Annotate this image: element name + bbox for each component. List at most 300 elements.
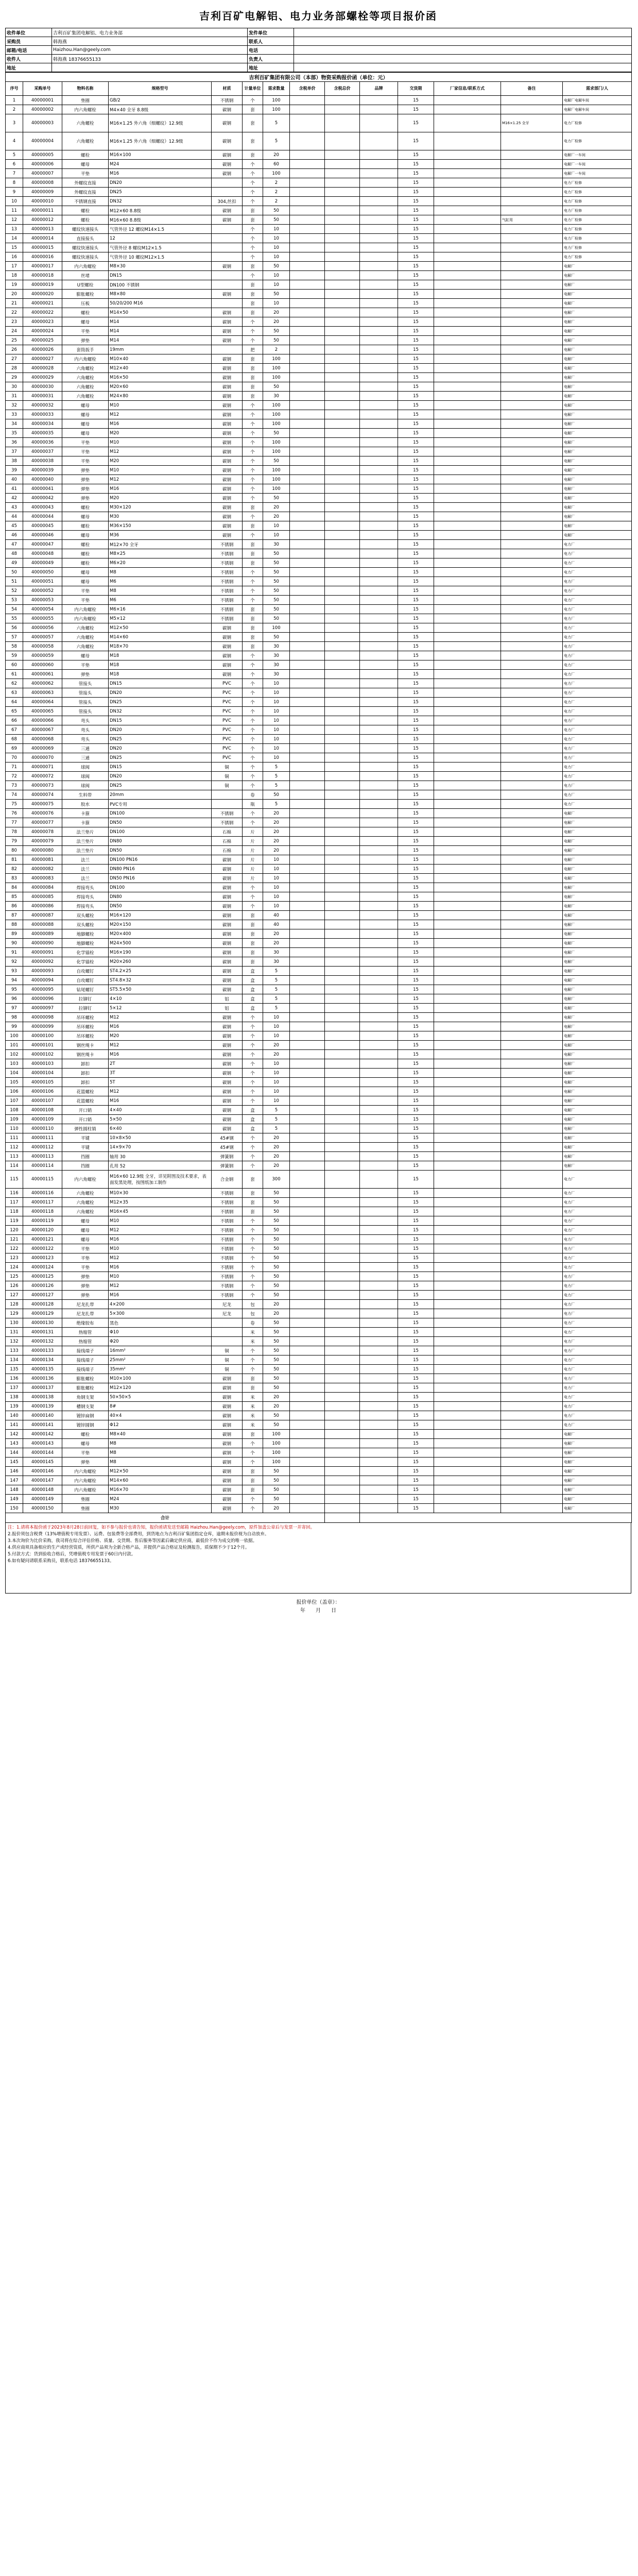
cell-unit-price[interactable] bbox=[290, 660, 325, 670]
cell-brand[interactable] bbox=[360, 800, 398, 809]
cell-total-price[interactable] bbox=[325, 1004, 360, 1013]
cell-total-price[interactable] bbox=[325, 1115, 360, 1124]
cell-unit-price[interactable] bbox=[290, 586, 325, 596]
cell-total-price[interactable] bbox=[325, 698, 360, 707]
cell-unit-price[interactable] bbox=[290, 1050, 325, 1059]
cell-unit-price[interactable] bbox=[290, 902, 325, 911]
cell-unit-price[interactable] bbox=[290, 642, 325, 651]
cell-unit-price[interactable] bbox=[290, 456, 325, 466]
cell-brand[interactable] bbox=[360, 920, 398, 929]
cell-vendor-info[interactable] bbox=[434, 1504, 501, 1513]
cell-brand[interactable] bbox=[360, 596, 398, 605]
cell-brand[interactable] bbox=[360, 642, 398, 651]
cell-vendor-info[interactable] bbox=[434, 1365, 501, 1374]
cell-vendor-info[interactable] bbox=[434, 354, 501, 364]
cell-vendor-info[interactable] bbox=[434, 1393, 501, 1402]
cell-total-price[interactable] bbox=[325, 364, 360, 373]
cell-total-price[interactable] bbox=[325, 197, 360, 206]
cell-brand[interactable] bbox=[360, 902, 398, 911]
cell-vendor-info[interactable] bbox=[434, 688, 501, 698]
cell-total-price[interactable] bbox=[325, 753, 360, 762]
cell-total-price[interactable] bbox=[325, 1171, 360, 1189]
cell-vendor-info[interactable] bbox=[434, 660, 501, 670]
cell-brand[interactable] bbox=[360, 105, 398, 114]
cell-vendor-info[interactable] bbox=[434, 382, 501, 392]
cell-total-price[interactable] bbox=[325, 252, 360, 262]
cell-vendor-info[interactable] bbox=[434, 568, 501, 577]
cell-brand[interactable] bbox=[360, 419, 398, 429]
cell-brand[interactable] bbox=[360, 317, 398, 327]
cell-total-price[interactable] bbox=[325, 1143, 360, 1152]
cell-total-price[interactable] bbox=[325, 438, 360, 447]
cell-vendor-info[interactable] bbox=[434, 150, 501, 160]
cell-vendor-info[interactable] bbox=[434, 1337, 501, 1346]
cell-brand[interactable] bbox=[360, 503, 398, 512]
cell-unit-price[interactable] bbox=[290, 1420, 325, 1430]
cell-vendor-info[interactable] bbox=[434, 670, 501, 679]
cell-vendor-info[interactable] bbox=[434, 614, 501, 623]
cell-vendor-info[interactable] bbox=[434, 484, 501, 494]
cell-brand[interactable] bbox=[360, 512, 398, 521]
cell-unit-price[interactable] bbox=[290, 800, 325, 809]
cell-total-price[interactable] bbox=[325, 976, 360, 985]
cell-vendor-info[interactable] bbox=[434, 623, 501, 633]
cell-brand[interactable] bbox=[360, 1467, 398, 1476]
cell-brand[interactable] bbox=[360, 1171, 398, 1189]
cell-vendor-info[interactable] bbox=[434, 1476, 501, 1485]
cell-brand[interactable] bbox=[360, 225, 398, 234]
cell-unit-price[interactable] bbox=[290, 512, 325, 521]
cell-unit-price[interactable] bbox=[290, 929, 325, 939]
cell-vendor-info[interactable] bbox=[434, 957, 501, 967]
cell-brand[interactable] bbox=[360, 1013, 398, 1022]
cell-brand[interactable] bbox=[360, 364, 398, 373]
cell-vendor-info[interactable] bbox=[434, 596, 501, 605]
cell-brand[interactable] bbox=[360, 1189, 398, 1198]
cell-vendor-info[interactable] bbox=[434, 1004, 501, 1013]
cell-unit-price[interactable] bbox=[290, 614, 325, 623]
cell-vendor-info[interactable] bbox=[434, 911, 501, 920]
cell-unit-price[interactable] bbox=[290, 762, 325, 772]
cell-vendor-info[interactable] bbox=[434, 1309, 501, 1318]
cell-brand[interactable] bbox=[360, 660, 398, 670]
cell-total-price[interactable] bbox=[325, 540, 360, 549]
cell-vendor-info[interactable] bbox=[434, 967, 501, 976]
cell-total-price[interactable] bbox=[325, 651, 360, 660]
cell-unit-price[interactable] bbox=[290, 1411, 325, 1420]
cell-unit-price[interactable] bbox=[290, 327, 325, 336]
cell-brand[interactable] bbox=[360, 150, 398, 160]
cell-vendor-info[interactable] bbox=[434, 1143, 501, 1152]
cell-unit-price[interactable] bbox=[290, 503, 325, 512]
cell-vendor-info[interactable] bbox=[434, 1291, 501, 1300]
cell-brand[interactable] bbox=[360, 735, 398, 744]
cell-unit-price[interactable] bbox=[290, 1152, 325, 1161]
cell-total-price[interactable] bbox=[325, 1393, 360, 1402]
cell-vendor-info[interactable] bbox=[434, 475, 501, 484]
cell-vendor-info[interactable] bbox=[434, 1448, 501, 1458]
cell-unit-price[interactable] bbox=[290, 447, 325, 456]
cell-vendor-info[interactable] bbox=[434, 716, 501, 725]
cell-unit-price[interactable] bbox=[290, 679, 325, 688]
cell-unit-price[interactable] bbox=[290, 883, 325, 892]
cell-unit-price[interactable] bbox=[290, 753, 325, 762]
cell-brand[interactable] bbox=[360, 837, 398, 846]
cell-total-price[interactable] bbox=[325, 762, 360, 772]
cell-brand[interactable] bbox=[360, 577, 398, 586]
cell-vendor-info[interactable] bbox=[434, 96, 501, 105]
cell-unit-price[interactable] bbox=[290, 948, 325, 957]
cell-vendor-info[interactable] bbox=[434, 243, 501, 252]
cell-brand[interactable] bbox=[360, 540, 398, 549]
cell-unit-price[interactable] bbox=[290, 215, 325, 225]
cell-unit-price[interactable] bbox=[290, 1078, 325, 1087]
cell-total-price[interactable] bbox=[325, 1216, 360, 1226]
cell-vendor-info[interactable] bbox=[434, 1096, 501, 1106]
cell-vendor-info[interactable] bbox=[434, 800, 501, 809]
cell-brand[interactable] bbox=[360, 883, 398, 892]
cell-unit-price[interactable] bbox=[290, 735, 325, 744]
cell-vendor-info[interactable] bbox=[434, 883, 501, 892]
cell-vendor-info[interactable] bbox=[434, 105, 501, 114]
cell-vendor-info[interactable] bbox=[434, 419, 501, 429]
cell-total-price[interactable] bbox=[325, 1383, 360, 1393]
cell-total-price[interactable] bbox=[325, 623, 360, 633]
cell-brand[interactable] bbox=[360, 1346, 398, 1355]
cell-unit-price[interactable] bbox=[290, 419, 325, 429]
cell-vendor-info[interactable] bbox=[434, 531, 501, 540]
cell-total-price[interactable] bbox=[325, 716, 360, 725]
cell-total-price[interactable] bbox=[325, 1504, 360, 1513]
cell-unit-price[interactable] bbox=[290, 1263, 325, 1272]
cell-total-price[interactable] bbox=[325, 985, 360, 994]
cell-brand[interactable] bbox=[360, 1374, 398, 1383]
cell-total-price[interactable] bbox=[325, 1476, 360, 1485]
cell-total-price[interactable] bbox=[325, 1411, 360, 1420]
cell-brand[interactable] bbox=[360, 716, 398, 725]
cell-total-price[interactable] bbox=[325, 336, 360, 345]
cell-vendor-info[interactable] bbox=[434, 1152, 501, 1161]
cell-vendor-info[interactable] bbox=[434, 1328, 501, 1337]
cell-brand[interactable] bbox=[360, 1143, 398, 1152]
cell-unit-price[interactable] bbox=[290, 373, 325, 382]
cell-vendor-info[interactable] bbox=[434, 762, 501, 772]
cell-vendor-info[interactable] bbox=[434, 939, 501, 948]
cell-unit-price[interactable] bbox=[290, 290, 325, 299]
cell-vendor-info[interactable] bbox=[434, 494, 501, 503]
cell-vendor-info[interactable] bbox=[434, 114, 501, 132]
cell-vendor-info[interactable] bbox=[434, 188, 501, 197]
cell-vendor-info[interactable] bbox=[434, 985, 501, 994]
cell-unit-price[interactable] bbox=[290, 1467, 325, 1476]
cell-vendor-info[interactable] bbox=[434, 818, 501, 827]
cell-vendor-info[interactable] bbox=[434, 1355, 501, 1365]
cell-unit-price[interactable] bbox=[290, 438, 325, 447]
cell-brand[interactable] bbox=[360, 1059, 398, 1069]
cell-vendor-info[interactable] bbox=[434, 1189, 501, 1198]
cell-brand[interactable] bbox=[360, 1383, 398, 1393]
cell-total-price[interactable] bbox=[325, 114, 360, 132]
cell-vendor-info[interactable] bbox=[434, 772, 501, 781]
cell-unit-price[interactable] bbox=[290, 1309, 325, 1318]
cell-unit-price[interactable] bbox=[290, 1096, 325, 1106]
cell-brand[interactable] bbox=[360, 1495, 398, 1504]
cell-brand[interactable] bbox=[360, 521, 398, 531]
cell-total-price[interactable] bbox=[325, 1069, 360, 1078]
cell-unit-price[interactable] bbox=[290, 1087, 325, 1096]
cell-brand[interactable] bbox=[360, 1476, 398, 1485]
cell-unit-price[interactable] bbox=[290, 382, 325, 392]
cell-vendor-info[interactable] bbox=[434, 206, 501, 215]
cell-vendor-info[interactable] bbox=[434, 1235, 501, 1244]
cell-total-price[interactable] bbox=[325, 1050, 360, 1059]
cell-vendor-info[interactable] bbox=[434, 262, 501, 271]
cell-unit-price[interactable] bbox=[290, 178, 325, 188]
cell-unit-price[interactable] bbox=[290, 568, 325, 577]
cell-vendor-info[interactable] bbox=[434, 132, 501, 150]
cell-vendor-info[interactable] bbox=[434, 586, 501, 596]
cell-total-price[interactable] bbox=[325, 688, 360, 698]
cell-vendor-info[interactable] bbox=[434, 169, 501, 178]
cell-brand[interactable] bbox=[360, 290, 398, 299]
cell-unit-price[interactable] bbox=[290, 874, 325, 883]
cell-brand[interactable] bbox=[360, 308, 398, 317]
cell-vendor-info[interactable] bbox=[434, 290, 501, 299]
cell-vendor-info[interactable] bbox=[434, 252, 501, 262]
cell-total-price[interactable] bbox=[325, 1448, 360, 1458]
cell-total-price[interactable] bbox=[325, 605, 360, 614]
cell-vendor-info[interactable] bbox=[434, 160, 501, 169]
cell-vendor-info[interactable] bbox=[434, 1226, 501, 1235]
cell-total-price[interactable] bbox=[325, 401, 360, 410]
cell-brand[interactable] bbox=[360, 1272, 398, 1281]
cell-total-price[interactable] bbox=[325, 744, 360, 753]
cell-brand[interactable] bbox=[360, 456, 398, 466]
cell-total-price[interactable] bbox=[325, 234, 360, 243]
cell-unit-price[interactable] bbox=[290, 150, 325, 160]
cell-total-price[interactable] bbox=[325, 531, 360, 540]
cell-brand[interactable] bbox=[360, 809, 398, 818]
cell-unit-price[interactable] bbox=[290, 577, 325, 586]
cell-unit-price[interactable] bbox=[290, 1430, 325, 1439]
cell-total-price[interactable] bbox=[325, 1106, 360, 1115]
cell-unit-price[interactable] bbox=[290, 1253, 325, 1263]
cell-brand[interactable] bbox=[360, 558, 398, 568]
cell-brand[interactable] bbox=[360, 373, 398, 382]
cell-vendor-info[interactable] bbox=[434, 540, 501, 549]
cell-unit-price[interactable] bbox=[290, 1355, 325, 1365]
cell-unit-price[interactable] bbox=[290, 494, 325, 503]
cell-brand[interactable] bbox=[360, 1402, 398, 1411]
cell-total-price[interactable] bbox=[325, 957, 360, 967]
cell-brand[interactable] bbox=[360, 846, 398, 855]
cell-total-price[interactable] bbox=[325, 1198, 360, 1207]
cell-vendor-info[interactable] bbox=[434, 1124, 501, 1133]
cell-unit-price[interactable] bbox=[290, 1365, 325, 1374]
cell-vendor-info[interactable] bbox=[434, 1318, 501, 1328]
cell-total-price[interactable] bbox=[325, 902, 360, 911]
cell-vendor-info[interactable] bbox=[434, 410, 501, 419]
cell-vendor-info[interactable] bbox=[434, 1216, 501, 1226]
cell-total-price[interactable] bbox=[325, 1244, 360, 1253]
cell-total-price[interactable] bbox=[325, 1272, 360, 1281]
cell-total-price[interactable] bbox=[325, 827, 360, 837]
cell-unit-price[interactable] bbox=[290, 744, 325, 753]
cell-vendor-info[interactable] bbox=[434, 827, 501, 837]
cell-total-price[interactable] bbox=[325, 837, 360, 846]
cell-brand[interactable] bbox=[360, 160, 398, 169]
cell-unit-price[interactable] bbox=[290, 1198, 325, 1207]
cell-unit-price[interactable] bbox=[290, 206, 325, 215]
cell-unit-price[interactable] bbox=[290, 1013, 325, 1022]
cell-total-price[interactable] bbox=[325, 160, 360, 169]
cell-unit-price[interactable] bbox=[290, 698, 325, 707]
cell-brand[interactable] bbox=[360, 327, 398, 336]
cell-brand[interactable] bbox=[360, 1430, 398, 1439]
cell-total-price[interactable] bbox=[325, 290, 360, 299]
cell-total-price[interactable] bbox=[325, 781, 360, 790]
cell-brand[interactable] bbox=[360, 1152, 398, 1161]
cell-brand[interactable] bbox=[360, 772, 398, 781]
cell-brand[interactable] bbox=[360, 1411, 398, 1420]
cell-unit-price[interactable] bbox=[290, 521, 325, 531]
cell-total-price[interactable] bbox=[325, 1253, 360, 1263]
cell-total-price[interactable] bbox=[325, 929, 360, 939]
cell-unit-price[interactable] bbox=[290, 855, 325, 865]
cell-total-price[interactable] bbox=[325, 280, 360, 290]
cell-unit-price[interactable] bbox=[290, 1337, 325, 1346]
cell-brand[interactable] bbox=[360, 753, 398, 762]
cell-unit-price[interactable] bbox=[290, 1318, 325, 1328]
cell-vendor-info[interactable] bbox=[434, 317, 501, 327]
cell-unit-price[interactable] bbox=[290, 262, 325, 271]
cell-brand[interactable] bbox=[360, 1226, 398, 1235]
cell-brand[interactable] bbox=[360, 1216, 398, 1226]
cell-unit-price[interactable] bbox=[290, 1143, 325, 1152]
cell-total-price[interactable] bbox=[325, 512, 360, 521]
cell-vendor-info[interactable] bbox=[434, 1041, 501, 1050]
cell-brand[interactable] bbox=[360, 531, 398, 540]
cell-vendor-info[interactable] bbox=[434, 503, 501, 512]
cell-total-price[interactable] bbox=[325, 948, 360, 957]
cell-brand[interactable] bbox=[360, 1263, 398, 1272]
cell-total-price[interactable] bbox=[325, 429, 360, 438]
cell-total-price[interactable] bbox=[325, 484, 360, 494]
cell-vendor-info[interactable] bbox=[434, 679, 501, 688]
cell-unit-price[interactable] bbox=[290, 994, 325, 1004]
cell-unit-price[interactable] bbox=[290, 1504, 325, 1513]
cell-unit-price[interactable] bbox=[290, 1328, 325, 1337]
cell-unit-price[interactable] bbox=[290, 1069, 325, 1078]
cell-brand[interactable] bbox=[360, 280, 398, 290]
cell-unit-price[interactable] bbox=[290, 670, 325, 679]
cell-total-price[interactable] bbox=[325, 150, 360, 160]
cell-vendor-info[interactable] bbox=[434, 197, 501, 206]
cell-vendor-info[interactable] bbox=[434, 429, 501, 438]
cell-total-price[interactable] bbox=[325, 1300, 360, 1309]
cell-total-price[interactable] bbox=[325, 1124, 360, 1133]
cell-total-price[interactable] bbox=[325, 392, 360, 401]
cell-vendor-info[interactable] bbox=[434, 215, 501, 225]
cell-unit-price[interactable] bbox=[290, 392, 325, 401]
cell-unit-price[interactable] bbox=[290, 707, 325, 716]
cell-total-price[interactable] bbox=[325, 586, 360, 596]
cell-unit-price[interactable] bbox=[290, 772, 325, 781]
cell-unit-price[interactable] bbox=[290, 1495, 325, 1504]
cell-unit-price[interactable] bbox=[290, 846, 325, 855]
cell-unit-price[interactable] bbox=[290, 623, 325, 633]
cell-unit-price[interactable] bbox=[290, 1485, 325, 1495]
cell-brand[interactable] bbox=[360, 762, 398, 772]
cell-total-price[interactable] bbox=[325, 132, 360, 150]
cell-brand[interactable] bbox=[360, 1291, 398, 1300]
cell-total-price[interactable] bbox=[325, 1087, 360, 1096]
cell-unit-price[interactable] bbox=[290, 976, 325, 985]
cell-total-price[interactable] bbox=[325, 568, 360, 577]
cell-total-price[interactable] bbox=[325, 466, 360, 475]
cell-total-price[interactable] bbox=[325, 1041, 360, 1050]
cell-brand[interactable] bbox=[360, 354, 398, 364]
cell-total-price[interactable] bbox=[325, 1365, 360, 1374]
cell-total-price[interactable] bbox=[325, 1337, 360, 1346]
cell-vendor-info[interactable] bbox=[434, 234, 501, 243]
cell-unit-price[interactable] bbox=[290, 1272, 325, 1281]
cell-total-price[interactable] bbox=[325, 1189, 360, 1198]
cell-brand[interactable] bbox=[360, 336, 398, 345]
cell-unit-price[interactable] bbox=[290, 985, 325, 994]
cell-total-price[interactable] bbox=[325, 456, 360, 466]
cell-total-price[interactable] bbox=[325, 308, 360, 317]
cell-brand[interactable] bbox=[360, 1078, 398, 1087]
cell-unit-price[interactable] bbox=[290, 1458, 325, 1467]
cell-vendor-info[interactable] bbox=[434, 327, 501, 336]
cell-brand[interactable] bbox=[360, 688, 398, 698]
cell-total-price[interactable] bbox=[325, 660, 360, 670]
cell-vendor-info[interactable] bbox=[434, 1263, 501, 1272]
cell-brand[interactable] bbox=[360, 494, 398, 503]
cell-brand[interactable] bbox=[360, 1485, 398, 1495]
cell-vendor-info[interactable] bbox=[434, 549, 501, 558]
cell-brand[interactable] bbox=[360, 614, 398, 623]
cell-unit-price[interactable] bbox=[290, 716, 325, 725]
cell-total-price[interactable] bbox=[325, 818, 360, 827]
cell-vendor-info[interactable] bbox=[434, 280, 501, 290]
cell-vendor-info[interactable] bbox=[434, 707, 501, 716]
cell-unit-price[interactable] bbox=[290, 809, 325, 818]
cell-unit-price[interactable] bbox=[290, 354, 325, 364]
cell-vendor-info[interactable] bbox=[434, 1022, 501, 1031]
cell-vendor-info[interactable] bbox=[434, 892, 501, 902]
cell-total-price[interactable] bbox=[325, 1420, 360, 1430]
cell-total-price[interactable] bbox=[325, 1485, 360, 1495]
cell-unit-price[interactable] bbox=[290, 651, 325, 660]
cell-total-price[interactable] bbox=[325, 911, 360, 920]
cell-vendor-info[interactable] bbox=[434, 1467, 501, 1476]
cell-unit-price[interactable] bbox=[290, 160, 325, 169]
cell-total-price[interactable] bbox=[325, 1374, 360, 1383]
cell-total-price[interactable] bbox=[325, 558, 360, 568]
cell-total-price[interactable] bbox=[325, 1226, 360, 1235]
cell-vendor-info[interactable] bbox=[434, 1161, 501, 1171]
cell-brand[interactable] bbox=[360, 957, 398, 967]
cell-brand[interactable] bbox=[360, 429, 398, 438]
cell-vendor-info[interactable] bbox=[434, 1013, 501, 1022]
cell-vendor-info[interactable] bbox=[434, 1050, 501, 1059]
cell-unit-price[interactable] bbox=[290, 96, 325, 105]
cell-unit-price[interactable] bbox=[290, 967, 325, 976]
cell-total-price[interactable] bbox=[325, 410, 360, 419]
cell-unit-price[interactable] bbox=[290, 1161, 325, 1171]
